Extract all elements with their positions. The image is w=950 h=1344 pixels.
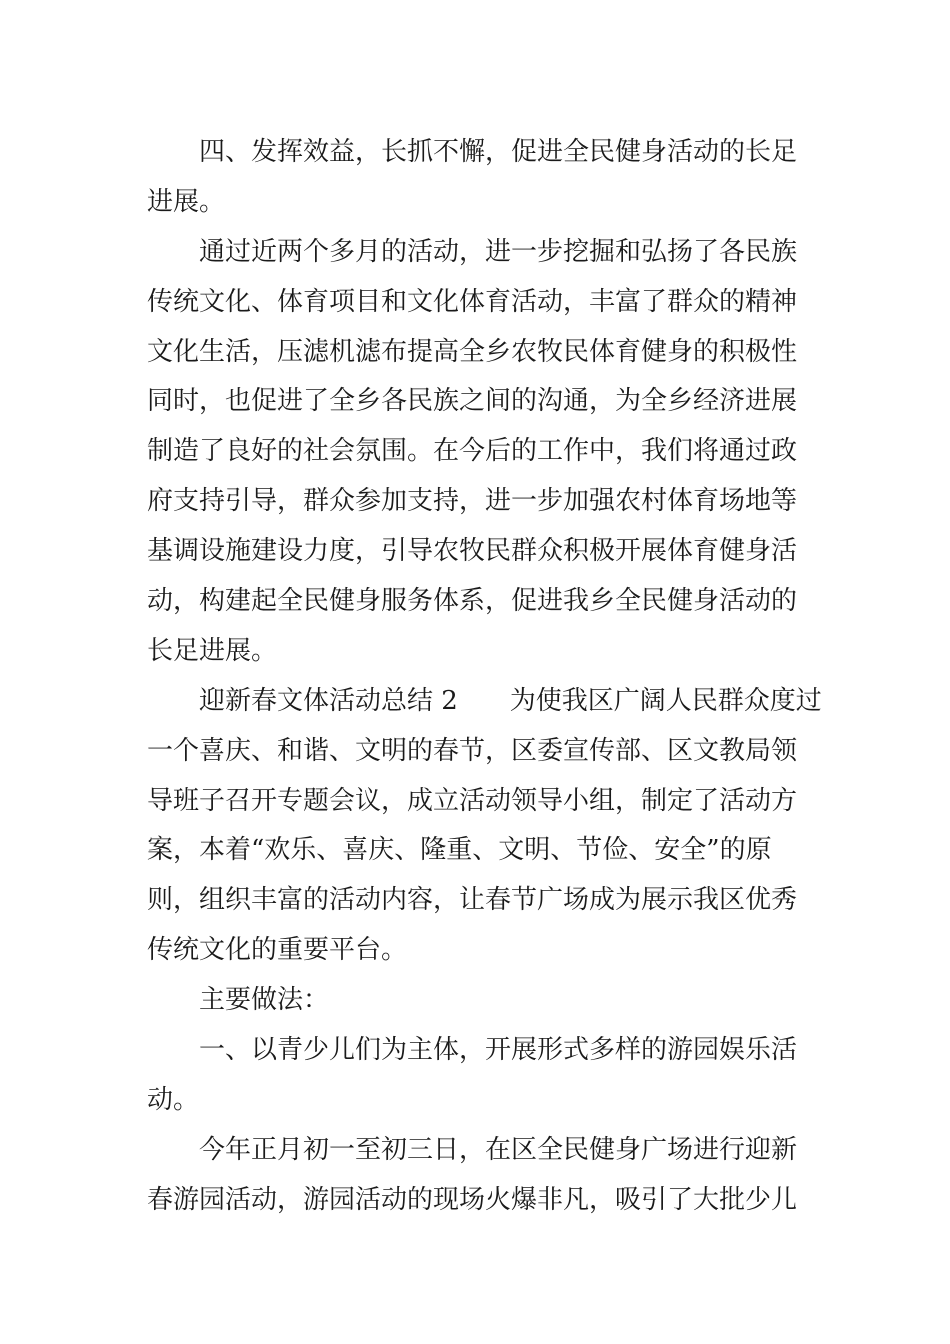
text-line: 制造了良好的社会氛围。在今后的工作中，我们将通过政 [147, 436, 798, 467]
text-line: 四、发挥效益，长抓不懈，促进全民健身活动的长足 [199, 137, 798, 167]
text-line: 动，构建起全民健身服务体系，促进我乡全民健身活动的 [147, 586, 798, 617]
text-line: 主要做法： [199, 985, 330, 1016]
text-line: 传统文化的重要平台。 [147, 935, 408, 966]
text-line: 通过近两个多月的活动，进一步挖掘和弘扬了各民族 [199, 236, 798, 267]
text-line: 基调设施建设力度，引导农牧民群众积极开展体育健身活 [147, 536, 798, 567]
text-line: 迎新春文体活动总结 2 为使我区广阔人民群众度过 [199, 685, 822, 716]
text-line: 同时，也促进了全乡各民族之间的沟通，为全乡经济进展 [147, 386, 798, 417]
text-line: 动。 [147, 1084, 200, 1115]
text-line: 文化生活，压滤机滤布提高全乡农牧民体育健身的积极性 [147, 336, 798, 367]
text-line: 今年正月初一至初三日，在区全民健身广场进行迎新 [199, 1134, 798, 1165]
text-line: 府支持引导，群众参加支持，进一步加强农村体育场地等 [147, 486, 798, 517]
text-line: 则，组织丰富的活动内容，让春节广场成为展示我区优秀 [147, 885, 798, 916]
text-line: 案，本着“欢乐、喜庆、隆重、文明、节俭、安全”的原 [147, 835, 772, 866]
body-text [147, 128, 822, 1226]
text-line: 一个喜庆、和谐、文明的春节，区委宣传部、区文教局领 [147, 735, 798, 766]
text-line: 进展。 [147, 186, 226, 217]
text-line: 传统文化、体育项目和文化体育活动，丰富了群众的精神 [147, 286, 798, 317]
text-line: 导班子召开专题会议，成立活动领导小组，制定了活动方 [147, 785, 798, 816]
text-line: 长足进展。 [147, 635, 278, 666]
text-line: 春游园活动，游园活动的现场火爆非凡，吸引了大批少儿 [147, 1184, 798, 1215]
text-line: 一、以青少儿们为主体，开展形式多样的游园娱乐活 [199, 1035, 798, 1066]
